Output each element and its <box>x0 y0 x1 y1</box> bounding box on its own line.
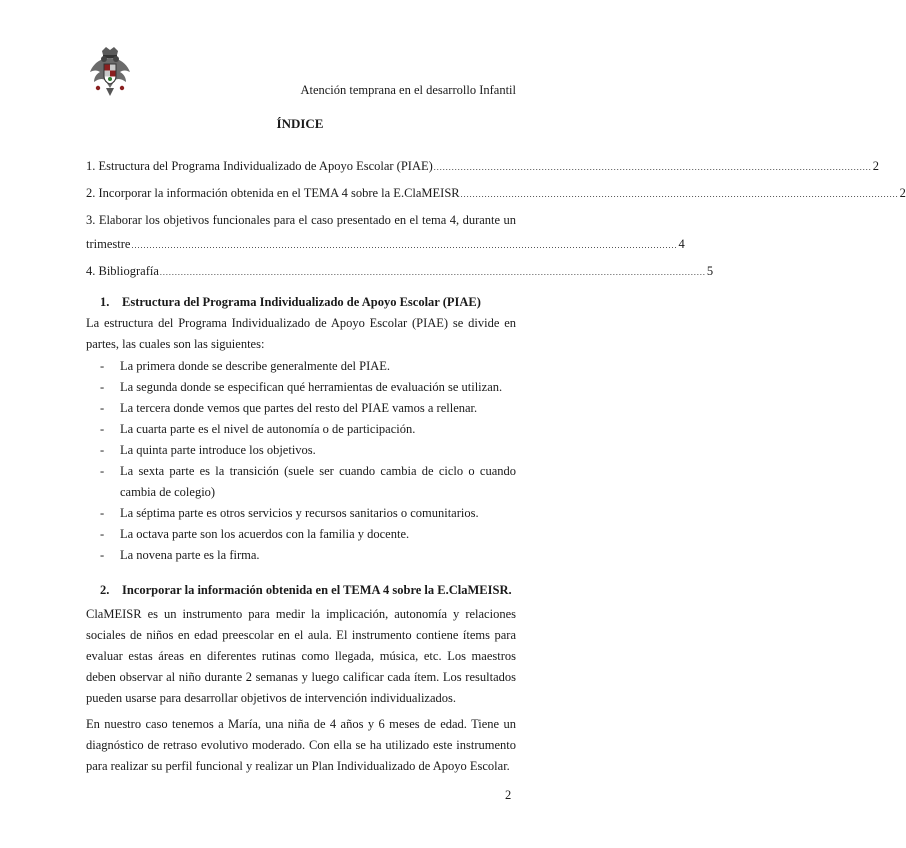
list-item <box>100 524 516 545</box>
list-item <box>100 356 516 377</box>
section-1-title: Estructura del Programa Individualizado de Apoyo Escolar (PIAE) <box>122 295 481 309</box>
university-logo <box>82 44 138 100</box>
list-item <box>100 440 516 461</box>
bullet-dash: - <box>100 422 105 436</box>
list-item-text: La octava parte son los acuerdos con la familia y docente. <box>120 527 410 541</box>
toc-entry[interactable] <box>86 213 685 251</box>
toc-entry[interactable] <box>86 264 714 278</box>
header-title: Atención temprana en el desarrollo Infantil <box>300 83 516 97</box>
bullet-dash: - <box>100 443 105 457</box>
list-item-text: La quinta parte introduce los objetivos. <box>120 443 316 457</box>
toc-entry-text: 1. Estructura del Programa Individualizado de Apoyo Escolar (PIAE) <box>86 159 433 173</box>
list-item-text: La tercera donde vemos que partes del resto del PIAE vamos a rellenar. <box>120 401 478 415</box>
toc-entry-line2 <box>86 237 685 251</box>
section-1-heading <box>100 295 481 310</box>
bullet-dash: - <box>100 506 105 520</box>
bullet-dash: - <box>100 548 105 562</box>
bullet-dash: - <box>100 380 105 394</box>
list-item <box>100 545 516 566</box>
list-item <box>100 398 516 419</box>
section-2-paragraph-1: ClaMEISR es un instrumento para medir la implicación, autonomía y relaciones sociales de niños en edad preescolar en el aula. El instrumento contiene ítems para evaluar estas áreas en diferentes rutinas como llegada, música, etc. Los maestros deben observar al niño durante 2 semanas y luego calificar cada ítem. Los resultados pueden usarse para desarrollar objetivos de intervención individualizados. <box>86 607 516 705</box>
section-1-list <box>100 356 516 566</box>
list-item <box>100 461 516 503</box>
toc-leader-dots: .................................................................................................................................................. <box>433 163 872 172</box>
toc-entry-page: 4 <box>678 237 685 251</box>
list-item <box>100 503 516 524</box>
bullet-dash: - <box>100 464 105 478</box>
toc-entry-text-continued: trimestre <box>86 237 131 251</box>
toc-entry-text: 2. Incorporar la información obtenida en el TEMA 4 sobre la E.ClaMEISR <box>86 186 460 200</box>
list-item-text: La primera donde se describe generalmente del PIAE. <box>120 359 391 373</box>
list-item <box>100 419 516 440</box>
toc-entry-page: 2 <box>899 186 906 200</box>
list-item-text: La cuarta parte es el nivel de autonomía o de participación. <box>120 422 416 436</box>
bullet-dash: - <box>100 359 105 373</box>
list-item-text: La novena parte es la firma. <box>120 548 260 562</box>
toc-entry[interactable] <box>86 186 906 200</box>
bullet-dash: - <box>100 527 105 541</box>
section-2-title: Incorporar la información obtenida en el TEMA 4 sobre la E.ClaMEISR. <box>122 583 512 597</box>
section-1-number: 1. <box>100 295 110 309</box>
list-item-text: La segunda donde se especifican qué herramientas de evaluación se utilizan. <box>120 380 503 394</box>
university-coat-of-arms-icon <box>82 44 138 100</box>
toc-leader-dots: ...................................................................................................................................................................................... <box>159 268 706 277</box>
section-1-intro: La estructura del Programa Individualizado de Apoyo Escolar (PIAE) se divide en partes, las cuales son las siguientes: <box>86 316 516 351</box>
toc-entry-text: 4. Bibliografía <box>86 264 159 278</box>
index-title: ÍNDICE <box>276 116 324 131</box>
table-of-contents <box>86 159 906 292</box>
toc-leader-dots: ...................................................................................................................................................................................... <box>131 241 678 250</box>
page-number: 2 <box>505 788 512 802</box>
toc-entry-page: 2 <box>872 159 880 173</box>
section-2-paragraph-2: En nuestro caso tenemos a María, una niña de 4 años y 6 meses de edad. Tiene un diagnóstico de retraso evolutivo moderado. Con ella se ha utilizado este instrumento para realizar su perfil funcional y realizar un Plan Individualizado de Apoyo Escolar. <box>86 717 516 773</box>
section-2-heading <box>100 583 512 598</box>
list-item-text: La séptima parte es otros servicios y recursos sanitarios o comunitarios. <box>120 506 479 520</box>
list-item-text: La sexta parte es la transición (suele ser cuando cambia de ciclo o cuando cambia de colegio) <box>120 464 516 499</box>
toc-entry-text: 3. Elaborar los objetivos funcionales para el caso presentado en el tema 4, durante un <box>86 213 516 227</box>
toc-leader-dots: .................................................................................................................................................. <box>460 190 899 199</box>
section-2-number: 2. <box>100 583 110 597</box>
bullet-dash: - <box>100 401 105 415</box>
toc-entry-page: 5 <box>706 264 714 278</box>
toc-entry[interactable] <box>86 159 880 173</box>
list-item <box>100 377 516 398</box>
